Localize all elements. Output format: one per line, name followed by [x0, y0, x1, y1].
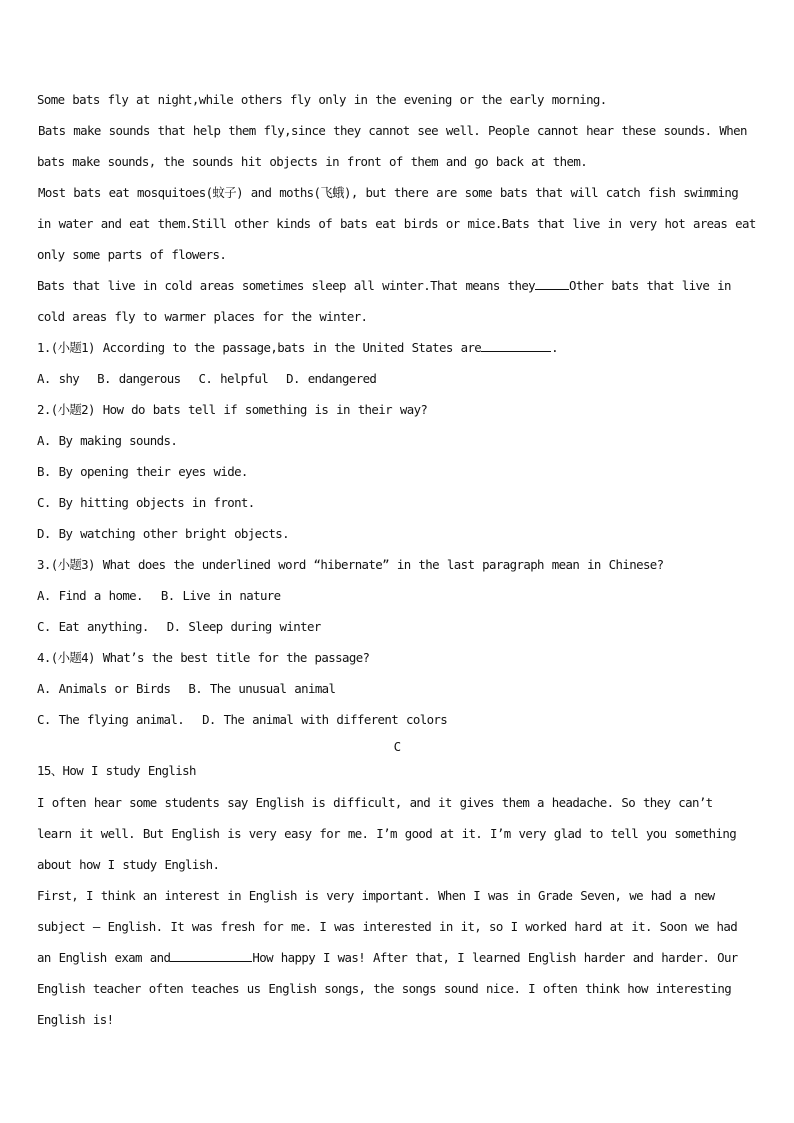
option-a: A. Find a home.: [37, 588, 143, 603]
question-text: 1.(小题1) According to the passage,bats in the United States are: [37, 340, 482, 355]
passage-line: in water and eat them.Still other kinds of bats eat birds or mice.Bats that live in very hot areas eat: [37, 216, 756, 231]
passage-line: bats make sounds, the sounds hit objects in front of them and go back at them.: [37, 154, 588, 169]
question-3-stem: 3.(小题3) What does the underlined word “hibernate” in the last paragraph mean in Chinese?: [37, 557, 664, 572]
passage-text: an English exam and: [37, 950, 171, 965]
passage-line: Bats make sounds that help them fly,since they cannot see well. People cannot hear these sounds. When: [38, 123, 747, 138]
document-page: [37, 84, 757, 1035]
passage-line: cold areas fly to warmer places for the winter.: [37, 309, 368, 324]
question-2-stem: 2.(小题2) How do bats tell if something is in their way?: [37, 402, 428, 417]
passage-line: about how I study English.: [37, 857, 220, 872]
passage-line: English is!: [37, 1012, 114, 1027]
option-c: C. The flying animal.: [37, 712, 185, 727]
passage-line: First, I think an interest in English is very important. When I was in Grade Seven, we had a new: [37, 888, 715, 903]
passage-line: I often hear some students say English is difficult, and it gives them a headache. So they can’t: [37, 795, 713, 810]
passage-text: Other bats that live in: [569, 278, 731, 293]
answer-blank: [481, 339, 551, 352]
question-3-options-row: [37, 580, 757, 611]
option-c: C. By hitting objects in front.: [37, 495, 255, 510]
passage-line: Most bats eat mosquitoes(蚊子) and moths(飞蛾), but there are some bats that will catch fish swimming: [38, 185, 739, 200]
passage-line: learn it well. But English is very easy for me. I’m good at it. I’m very glad to tell you something: [37, 826, 737, 841]
question-1-options: [37, 363, 757, 394]
passage-line: subject – English. It was fresh for me. I was interested in it, so I worked hard at it. Soon we had: [37, 919, 738, 934]
question-3-options-row: [37, 611, 757, 642]
question-4-stem: 4.(小题4) What’s the best title for the passage?: [37, 650, 370, 665]
option-b: B. By opening their eyes wide.: [37, 464, 248, 479]
option-a: A. Animals or Birds: [37, 681, 171, 696]
answer-blank: [535, 277, 569, 290]
passage-line-with-blank: [37, 942, 757, 973]
question-4-options-row: [37, 673, 757, 704]
option-a: A. shy: [37, 371, 80, 386]
option-c: C. helpful: [198, 371, 269, 386]
passage-text: Bats that live in cold areas sometimes sleep all winter.That means they: [37, 278, 536, 293]
option-b: B. dangerous: [97, 371, 181, 386]
option-a: A. By making sounds.: [37, 433, 178, 448]
option-d: D. The animal with different colors: [202, 712, 448, 727]
option-d: D. Sleep during winter: [166, 619, 321, 634]
question-1-stem: [37, 332, 757, 363]
option-b: B. The unusual animal: [188, 681, 336, 696]
passage-line-with-blank: [37, 270, 757, 301]
passage-line: only some parts of flowers.: [37, 247, 227, 262]
option-d: D. By watching other bright objects.: [37, 526, 289, 541]
question-4-options-row: [37, 704, 757, 735]
option-d: D. endangered: [286, 371, 377, 386]
passage-text: How happy I was! After that, I learned English harder and harder. Our: [252, 950, 738, 965]
section-label: C: [393, 739, 401, 754]
question-text: .: [551, 340, 559, 355]
option-b: B. Live in nature: [160, 588, 281, 603]
passage-line: English teacher often teaches us English songs, the songs sound nice. I often think how interesting: [37, 981, 732, 996]
option-c: C. Eat anything.: [37, 619, 149, 634]
answer-blank: [170, 949, 252, 962]
section-title: 15、How I study English: [37, 763, 196, 778]
passage-line: Some bats fly at night,while others fly only in the evening or the early morning.: [37, 92, 607, 107]
